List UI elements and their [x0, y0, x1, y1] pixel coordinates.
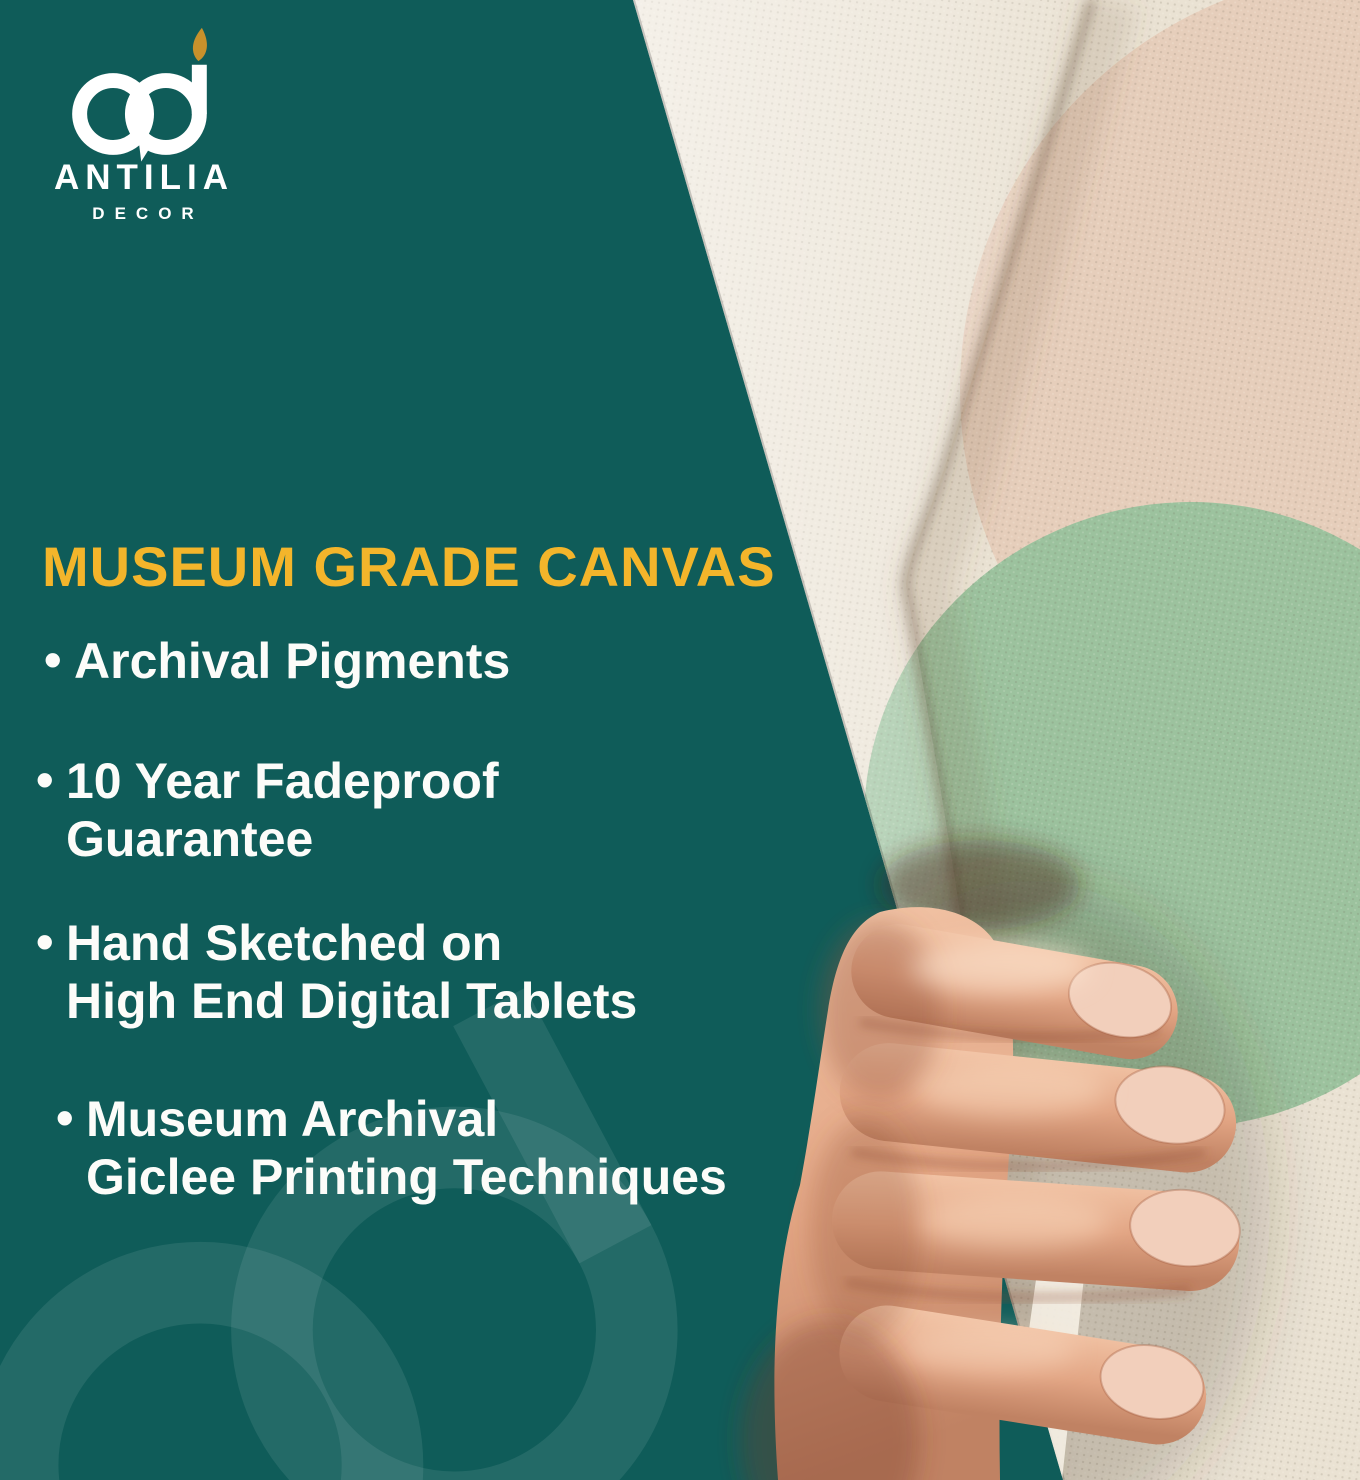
- bullet-item-archival-pigments: [44, 632, 510, 690]
- bullet-line: High End Digital Tablets: [66, 973, 638, 1029]
- bullet-line: Museum Archival: [86, 1091, 499, 1147]
- brand-sub-wordmark: DECOR: [92, 204, 204, 223]
- bullet-line: Guarantee: [66, 811, 314, 867]
- page-title: MUSEUM GRADE CANVAS: [42, 535, 776, 598]
- knuckle-shade: [820, 920, 940, 1100]
- bullet-dot: •: [44, 632, 62, 688]
- finger-highlight: [910, 942, 1090, 994]
- bullet-item-hand-sketched: [36, 914, 637, 1030]
- bullet-line: Giclee Printing Techniques: [86, 1149, 727, 1205]
- flame-icon: [192, 27, 209, 62]
- knuckle-shade: [810, 1120, 920, 1340]
- finger-highlight: [905, 1326, 1075, 1374]
- bullet-item-giclee-printing: [56, 1090, 727, 1206]
- bullet-dot: •: [36, 914, 54, 970]
- finger-highlight: [920, 1196, 1110, 1248]
- bullet-dot: •: [36, 752, 54, 808]
- bullet-line: 10 Year Fadeproof: [66, 753, 499, 809]
- finger-highlight: [915, 1064, 1105, 1116]
- bullet-item-fadeproof-guarantee: [36, 752, 499, 868]
- bullet-line: Hand Sketched on: [66, 915, 503, 971]
- bullet-line: Archival Pigments: [74, 633, 511, 689]
- brand-logo: [0, 0, 230, 170]
- brand-wordmark: ANTILIA: [53, 158, 235, 197]
- brand-monogram-icon: [80, 65, 200, 162]
- bullet-dot: •: [56, 1090, 74, 1146]
